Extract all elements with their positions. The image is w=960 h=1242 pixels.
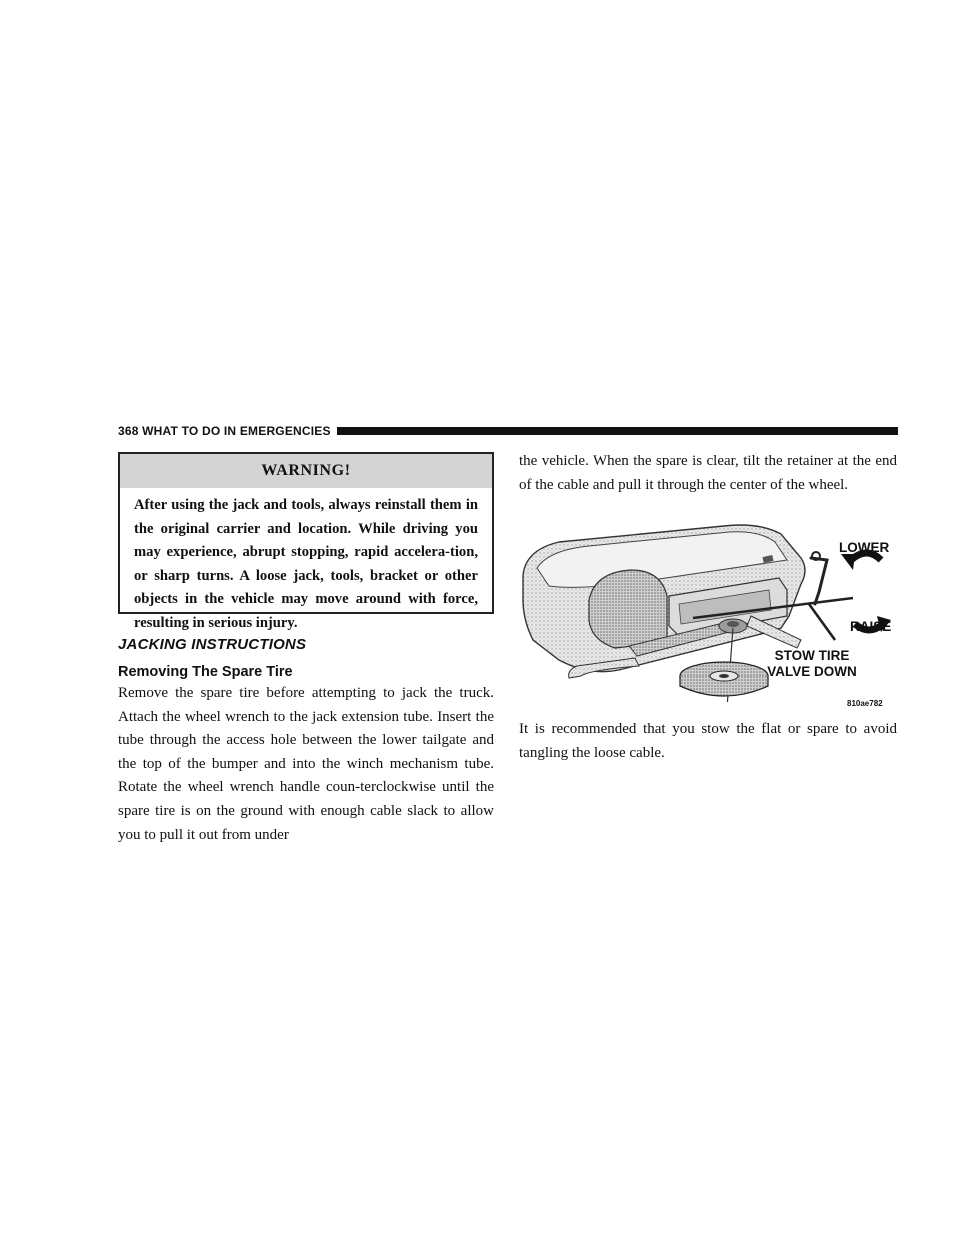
warning-box: [118, 452, 494, 631]
raise-label: RAISE: [850, 619, 892, 635]
page-number-section: 368 WHAT TO DO IN EMERGENCIES: [118, 424, 331, 438]
body-paragraph: Remove the spare tire before attempting to jack the truck. Attach the wheel wrench to the jack extension tube. Insert the tube through the access hole between the lower tailgate and the top of the bumper and into the winch mechanism tube. Rotate the wheel wrench handle coun-terclockwise until the spare tire is on the ground with enough cable slack to allow you to pull it out from under: [118, 685, 494, 843]
body-paragraph-stow: It is recommended that you stow the flat or spare to avoid tangling the loose cable.: [519, 721, 897, 761]
right-column: [519, 452, 897, 765]
left-column: [118, 452, 494, 847]
figure-code: 810ae782: [847, 699, 883, 709]
stow-tire-label: [757, 648, 867, 680]
warning-title: WARNING!: [120, 454, 492, 488]
spare-tire-illustration: [519, 520, 897, 709]
stow-tire-line1: STOW TIRE: [774, 648, 850, 664]
header-rule: [337, 427, 898, 435]
warning-text: After using the jack and tools, always reinstall them in the original carrier and location. While driving you may experience, abrupt stopping, rapid accelera-tion, or sharp turns. A loose jack, tools, bracket or other objects in the vehicle may move around with force, resulting in serious injury.: [134, 497, 478, 631]
lower-label: LOWER: [839, 540, 890, 556]
stow-tire-line2: VALVE DOWN: [767, 664, 857, 680]
body-paragraph-continued: the vehicle. When the spare is clear, tilt the retainer at the end of the cable and pull it through the center of the wheel.: [519, 453, 897, 493]
subsection-heading: Removing The Spare Tire: [118, 664, 293, 680]
page-header: [118, 422, 898, 440]
section-heading: JACKING INSTRUCTIONS: [118, 636, 307, 653]
